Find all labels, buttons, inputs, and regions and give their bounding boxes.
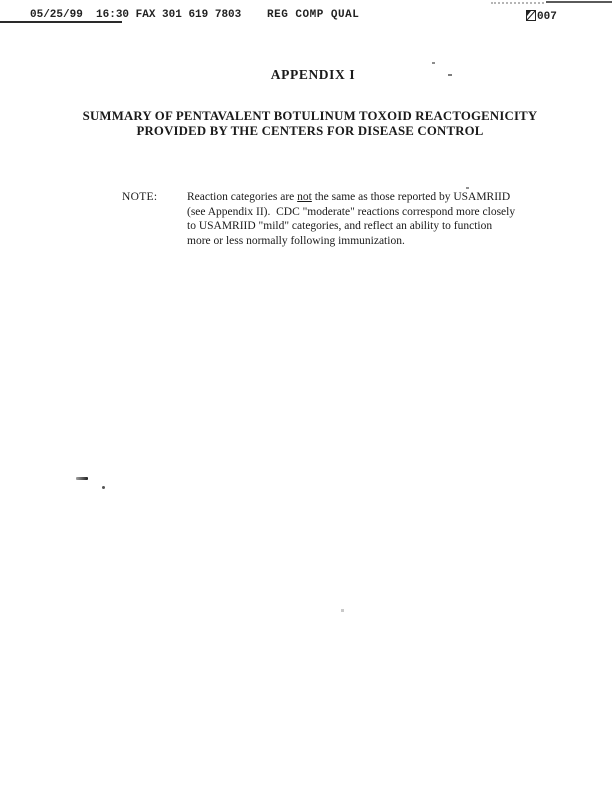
document-title-line2: PROVIDED BY THE CENTERS FOR DISEASE CONTROL (136, 123, 484, 138)
scan-speck (76, 477, 88, 480)
note-line-2: (see Appendix II). CDC "moderate" reactions correspond more closely (187, 205, 516, 218)
note-line-3: to USAMRIID "mild" categories, and reflect an ability to function (187, 220, 493, 233)
header-underline (0, 21, 122, 23)
note-label: NOTE: (122, 191, 158, 203)
appendix-title: APPENDIX I (270, 67, 356, 82)
note-text (187, 190, 537, 249)
scan-speck (432, 62, 435, 64)
scan-speck (341, 609, 344, 612)
fax-number: FAX 301 619 7803 (135, 9, 242, 21)
fax-header (0, 9, 612, 25)
fax-page-number: 007 (537, 11, 557, 23)
note-line-1: Reaction categories are not the same as those reported by USAMRIID (187, 191, 511, 203)
fax-header-left (30, 9, 241, 21)
scan-artifact-dark-line (546, 1, 612, 3)
fax-page-icon (526, 10, 536, 25)
document-title (8, 109, 612, 138)
scan-speck (466, 187, 469, 189)
scan-speck (448, 74, 452, 76)
document-title-line1: SUMMARY OF PENTAVALENT BOTULINUM TOXOID REACTOGENICITY (82, 109, 538, 123)
fax-page-counter (526, 9, 557, 25)
scan-artifact-dotted-line (491, 2, 544, 4)
fax-timestamp: 05/25/99 16:30 (30, 9, 130, 21)
scan-speck (102, 486, 105, 489)
underlined-word: not (297, 191, 312, 203)
note-line-4: more or less normally following immunization. (187, 235, 405, 248)
fax-center-label: REG COMP QUAL (267, 9, 360, 21)
note-block (122, 190, 537, 249)
